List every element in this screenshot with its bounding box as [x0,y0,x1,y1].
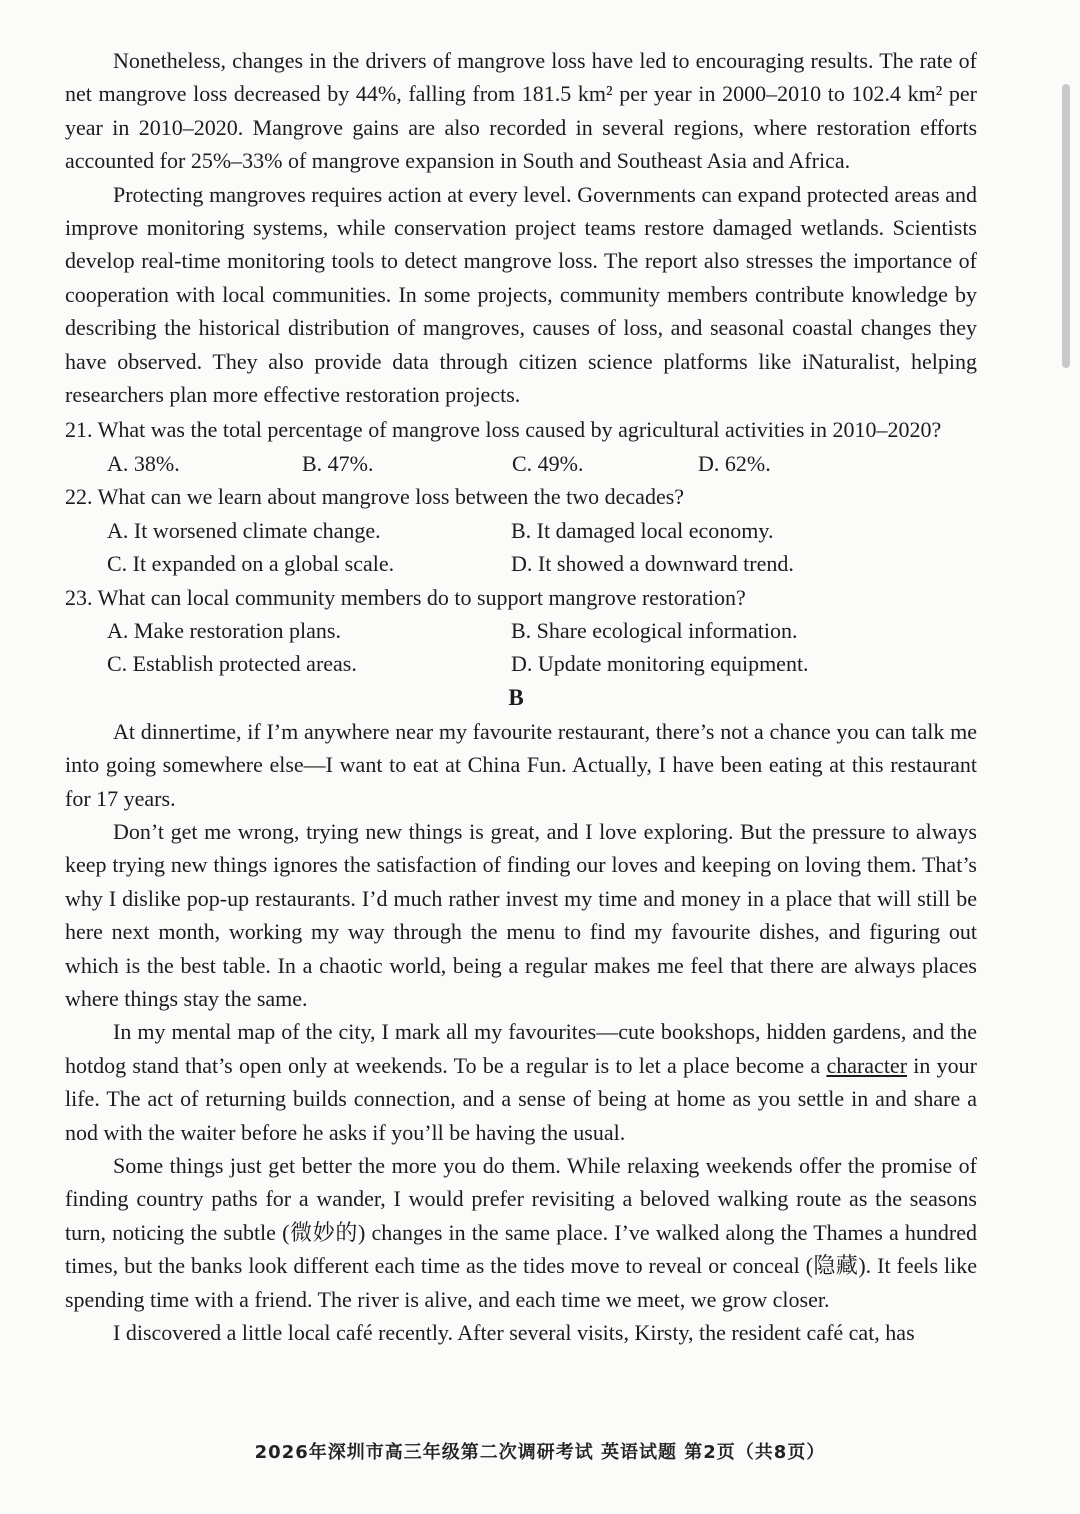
passage-paragraph: Don’t get me wrong, trying new things is great, and I love exploring. But the pressure to always keep trying new things ignores the satisfaction of finding our loves and keeping on loving them. That’s why I dislike pop-up restaurants. I’d much rather invest my time and money in a place that will still be here next month, working my way through the menu to find my favourite dishes, and figuring out which is the best table. In a chaotic world, being a regular makes me feel that there are always places where things stay the same. [65,818,977,1011]
question-stem: 22. What can we learn about mangrove loss between the two decades? [65,484,685,510]
option-c: C. 49%. [512,450,584,476]
option-a: A. 38%. [107,450,180,476]
question-options [65,447,977,480]
passage-paragraph [65,1015,977,1149]
underlined-word: character [826,1052,908,1078]
exam-page [65,44,977,1349]
paragraph-text: In my mental map of the city, I mark all my favourites—cute bookshops, hidden gardens, and the hotdog stand that’s open only at weekends. To be a regular is to let a place become a [65,1019,977,1078]
passage-paragraph: Nonetheless, changes in the drivers of mangrove loss have led to encouraging results. The rate of net mangrove loss decreased by 44%, falling from 181.5 km² per year in 2000–2010 to 102.4 km² per year in 2010–2020. Mangrove gains are also recorded in several regions, where restoration efforts accounted for 25%–33% of mangrove expansion in South and Southeast Asia and Africa. [65,48,977,174]
question-options [65,514,977,581]
passage-paragraph: I discovered a little local café recently. After several visits, Kirsty, the resident café cat, has [113,1320,915,1346]
page-footer: 2026年深圳市高三年级第二次调研考试 英语试题 第2页（共8页） [254,1442,826,1463]
option-b: B. 47%. [302,450,374,476]
question-options [65,614,977,681]
question-21 [65,413,977,480]
question-22 [65,480,977,580]
option-d: D. Update monitoring equipment. [511,651,809,677]
option-b: B. It damaged local economy. [511,517,774,543]
question-list [65,413,977,680]
option-d: D. 62%. [698,450,771,476]
option-c: C. Establish protected areas. [107,651,357,677]
question-stem: 23. What can local community members do to support mangrove restoration? [65,584,746,610]
option-c: C. It expanded on a global scale. [107,551,395,577]
question-stem: 21. What was the total percentage of mangrove loss caused by agricultural activities in 2010–2020? [65,417,942,443]
scrollbar-thumb[interactable] [1062,84,1070,368]
option-a: A. It worsened climate change. [107,517,381,543]
paragraph-text: in your life. The act of returning builds connection, and a sense of being at home as you settle in and share a nod with the waiter before he asks if you’ll be having the usual. [65,1052,977,1145]
question-23 [65,581,977,681]
passage-paragraph: Some things just get better the more you do them. While relaxing weekends offer the promise of finding country paths for a wander, I would prefer revisiting a beloved walking route as the seasons turn, noticing the subtle (微妙的) changes in the same place. I’ve walked along the Thames a hundred times, but the banks look different each time as the tides move to reveal or conceal (隐藏). It feels like spending time with a friend. The river is alive, and each time we meet, we grow closer. [65,1153,977,1312]
section-title: B [508,684,524,710]
option-b: B. Share ecological information. [511,617,798,643]
passage-paragraph: Protecting mangroves requires action at every level. Governments can expand protected areas and improve monitoring systems, while conservation project teams restore damaged wetlands. Scientists develop real-time monitoring tools to detect mangrove loss. The report also stresses the importance of cooperation with local communities. In some projects, community members contribute knowledge by describing the historical distribution of mangroves, causes of loss, and seasonal coastal changes they have observed. They also provide data through citizen science platforms like iNaturalist, helping researchers plan more effective restoration projects. [65,181,977,408]
passage-paragraph: At dinnertime, if I’m anywhere near my favourite restaurant, there’s not a chance you can talk me into going somewhere else—I want to eat at China Fun. Actually, I have been eating at this restaurant for 17 years. [65,718,977,811]
option-a: A. Make restoration plans. [107,617,341,643]
option-d: D. It showed a downward trend. [511,551,794,577]
